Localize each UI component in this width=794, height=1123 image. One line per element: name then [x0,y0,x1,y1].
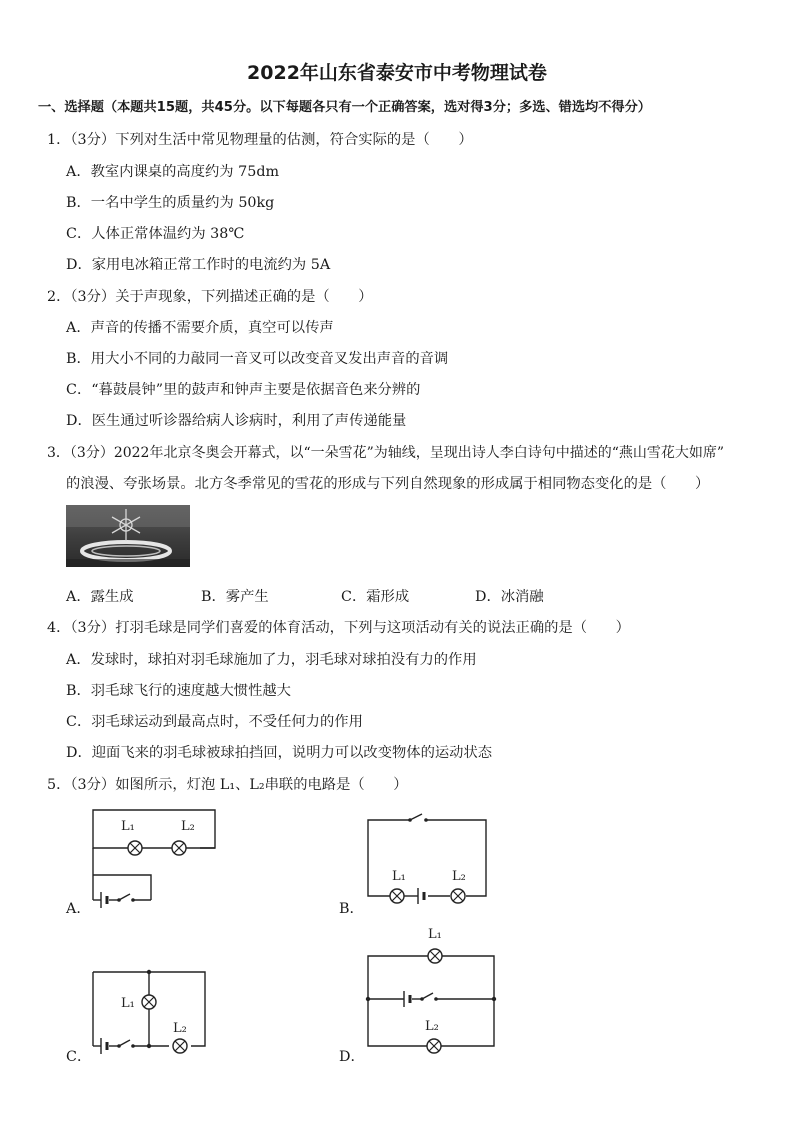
circuit-a-diagram [85,800,225,915]
q5-option-c-label: C． [66,1049,92,1065]
q5-stem: 5．（3分）如图所示，灯泡 L₁、L₂串联的电路是（ ） [47,777,408,793]
q2-stem: 2．（3分）关于声现象，下列描述正确的是（ ） [47,289,373,305]
circuit-d-l2-label: L₂ [425,1019,439,1034]
q4-option-d: D．迎面飞来的羽毛球被球拍挡回，说明力可以改变物体的运动状态 [66,745,493,761]
exam-title: 2022年山东省泰安市中考物理试卷 [247,62,547,84]
snowflake-ceremony-photo [66,505,190,567]
q2-option-b: B．用大小不同的力敲同一音叉可以改变音叉发出声音的音调 [66,351,449,367]
q1-option-a: A．教室内课桌的高度约为 75dm [66,164,280,180]
circuit-a-l2-label: L₂ [181,819,195,834]
q5-option-b-label: B． [339,901,364,917]
circuit-d-l1-label: L₁ [428,927,442,942]
q4-stem: 4．（3分）打羽毛球是同学们喜爱的体育活动，下列与这项活动有关的说法正确的是（ ） [47,620,630,636]
circuit-c-l2-label: L₂ [173,1021,187,1036]
q1-option-b: B．一名中学生的质量约为 50kg [66,195,275,211]
q3-option-b: B．雾产生 [201,589,269,605]
q3-stem-line2: 的浪漫、夸张场景。北方冬季常见的雪花的形成与下列自然现象的形成属于相同物态变化的是（ ） [66,476,710,492]
q4-option-b: B．羽毛球飞行的速度越大惯性越大 [66,683,291,699]
q4-option-c: C．羽毛球运动到最高点时，不受任何力的作用 [66,714,363,730]
q3-option-d: D．冰消融 [475,589,544,605]
q5-option-d-label: D． [339,1049,365,1065]
q2-option-d: D．医生通过听诊器给病人诊病时，利用了声传递能量 [66,413,407,429]
q3-stem-line1: 3．（3分）2022年北京冬奥会开幕式，以“一朵雪花”为轴线，呈现出诗人李白诗句中描述的“燕山雪花大如席” [47,445,725,461]
q1-stem: 1．（3分）下列对生活中常见物理量的估测，符合实际的是（ ） [47,132,473,148]
section-heading: 一、选择题（本题共15题，共45分。以下每题各只有一个正确答案，选对得3分；多选、错选均不得分） [38,100,651,115]
circuit-b-diagram [362,808,497,918]
q3-option-c: C．霜形成 [341,589,410,605]
q5-option-a-label: A． [66,901,91,917]
q2-option-a: A．声音的传播不需要介质，真空可以传声 [66,320,334,336]
q4-option-a: A．发球时，球拍对羽毛球施加了力，羽毛球对球拍没有力的作用 [66,652,477,668]
q1-option-d: D．家用电冰箱正常工作时的电流约为 5A [66,257,331,273]
circuit-d-diagram [362,924,502,1059]
circuit-c-l1-label: L₁ [121,996,135,1011]
q1-option-c: C．人体正常体温约为 38℃ [66,226,245,242]
circuit-a-l1-label: L₁ [121,819,135,834]
q2-option-c: C．“暮鼓晨钟”里的鼓声和钟声主要是依据音色来分辨的 [66,382,421,398]
circuit-b-l1-label: L₁ [392,869,406,884]
circuit-b-l2-label: L₂ [452,869,466,884]
circuit-c-diagram [85,960,215,1065]
q3-option-a: A．露生成 [66,589,134,605]
